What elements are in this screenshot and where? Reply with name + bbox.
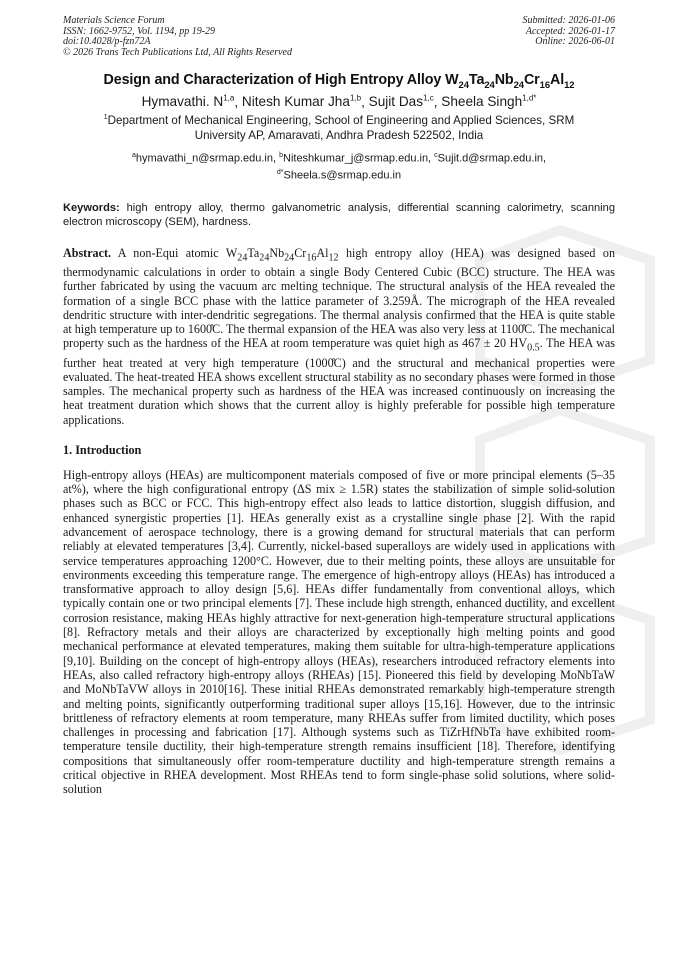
- email-link[interactable]: Niteshkumar_j@srmap.edu.in,: [283, 152, 435, 165]
- paper-page: [63, 16, 615, 797]
- affiliation: $^1$Department of Mechanical Engineering, School of Engineering and Applied Sciences, SRM University AP, Amaravati, Andhra Pradesh 522502, India: [103, 114, 575, 142]
- keywords: Keywords: high entropy alloy, thermo galvanometric analysis, differential scanning calorimetry, scanning electron microscopy (SEM), hardness.: [63, 201, 615, 229]
- section-heading-introduction: 1. Introduction: [63, 442, 142, 457]
- email-link[interactable]: Sheela.s@srmap.edu.in: [283, 170, 402, 183]
- paper-title: Design and Characterization of High Entropy Alloy $W_{24}Ta_{24}Nb_{24}Cr_{16}Al_{12}$: [103, 72, 575, 91]
- keywords-label: Keywords:: [63, 201, 120, 214]
- author: Nitesh Kumar Jha$^{1,b}$: [241, 93, 362, 110]
- email-link[interactable]: hymavathi_n@srmap.edu.in,: [135, 152, 280, 165]
- introduction-body: High-entropy alloys (HEAs) are multicomponent materials composed of five or more principal elements (5–35 at%), where the high configurational entropy (ΔS mix ≥ 1.5R) states the stabilization of simple solid-solution phases such as BCC or FCC. This high-entropy effect also leads to lattice distortion, sluggish diffusion, and enhanced synergistic properties [1]. HEAs generally exist as a crystalline single phase [2]. With the rapid advancement of aerospace technology, there is a growing demand for structural materials that can perform reliably at elevated temperatures [3,4]. Currently, nickel-based superalloys are widely used in applications with service temperatures approaching 1200°C. However, due to their melting points, these alloys are unsuitable for environments exceeding this temperature range. The emergence of high-entropy alloys (HEAs) has introduced a transformative approach to alloy design [5,6]. HEAs differ fundamentally from conventional alloys, which typically contain one or two principal elements [7]. These include high strength, enhanced ductility, and excellent corrosion resistance, making HEAs highly attractive for next-generation high-temperature structural applications [8]. Refractory metals and their alloys are characterized by exceptionally high melting points and good mechanical performance at elevated temperatures, making them suitable for ultra-high-temperature applications [9,10]. Building on the concept of high-entropy alloys (HEAs), researchers introduced refractory elements into HEAs, also called refractory high-entropy alloys (RHEAs) [15]. Pioneered this field by developing MoNbTaW and MoNbTaVW alloys in 2010[16]. These initial RHEAs demonstrated remarkably high-temperature strength and melting points, significantly outperforming traditional super alloys [15,16]. However, due to the intrinsic brittleness of refractory elements at room temperature, many RHEAs suffer from limited ductility, which poses challenges in processing and fabrication [17]. Although systems such as TiZrHfNbTa have exhibited room-temperature tensile ductility, their high-temperature strength remains insufficient [18]. Therefore, identifying compositions that simultaneously offer room-temperature ductility and high-temperature strength remains a critical objective in RHEA development. Most RHEAs tend to form single-phase solid solutions, where solid-solution: [63, 467, 615, 797]
- author: Sheela Singh$^{1,d*}$: [441, 93, 537, 110]
- journal-issn: ISSN: 1662-9752, Vol. 1194, pp 19-29: [63, 25, 216, 37]
- journal-info: [63, 16, 292, 58]
- journal-header: [63, 16, 615, 58]
- abstract-label: Abstract.: [63, 245, 112, 260]
- author-list: Hymavathi. N$^{1,a}$, Nitesh Kumar Jha$^{1,b}$, Sujit Das$^{1,c}$, Sheela Singh$^{1,d*}$: [141, 93, 537, 110]
- author: Sujit Das$^{1,c}$: [368, 93, 434, 110]
- alloy-formula: $W_{24}Ta_{24}Nb_{24}Cr_{16}Al_{12}$: [445, 72, 575, 91]
- date-online: Online: 2026-06-01: [535, 36, 615, 47]
- journal-doi[interactable]: doi:10.4028/p-fzn72A: [63, 36, 151, 47]
- author: Hymavathi. N$^{1,a}$: [141, 93, 235, 110]
- journal-name: Materials Science Forum: [63, 15, 165, 26]
- journal-copyright: © 2026 Trans Tech Publications Ltd, All Rights Reserved: [63, 46, 292, 58]
- publication-dates: [523, 16, 616, 58]
- date-accepted: Accepted: 2026-01-17: [525, 25, 615, 37]
- date-submitted: Submitted: 2026-01-06: [522, 15, 615, 26]
- email-link[interactable]: Sujit.d@srmap.edu.in,: [437, 152, 547, 165]
- abstract: Abstract. A non-Equi atomic $W_{24}Ta_{24}Nb_{24}Cr_{16}Al_{12}$ high entropy alloy (HEA) was designed based on thermodynamic calculations in order to obtain a single Body Centered Cubic (BCC) structure. The HEA was further fabricated by using the vacuum arc melting technique. The structural analysis of the HEA revealed the formation of a single BCC phase with the lattice parameter of 3.259Å. The micrograph of the HEA revealed dendritic structure with inter-dendritic segregations. The thermal analysis confirmed that the HEA is quite stable at high temperature up to 1600̊C. The thermal expansion of the HEA was also very less at 1100̊C. The mechanical property such as the hardness of the HEA at room temperature was quiet high as 467 ± 20 $HV_{0.5}$. The HEA was further heat treated at very high temperature (1000̊C) and the structural and mechanical properties were evaluated. The heat-treated HEA shows excellent structural stability as no secondary phases were formed in those samples. The mechanical property such as hardness of the HEA was increased continuously on increasing the heat treatment duration which shows that the current alloy is highly preferable for possible high temperature applications.: [63, 245, 615, 427]
- author-emails: $^a$hymavathi_n@srmap.edu.in, $^b$Niteshkumar_j@srmap.edu.in, $^c$Sujit.d@srmap.edu.in, $^{d*}$Sheela.s@srmap.edu.in: [131, 152, 547, 183]
